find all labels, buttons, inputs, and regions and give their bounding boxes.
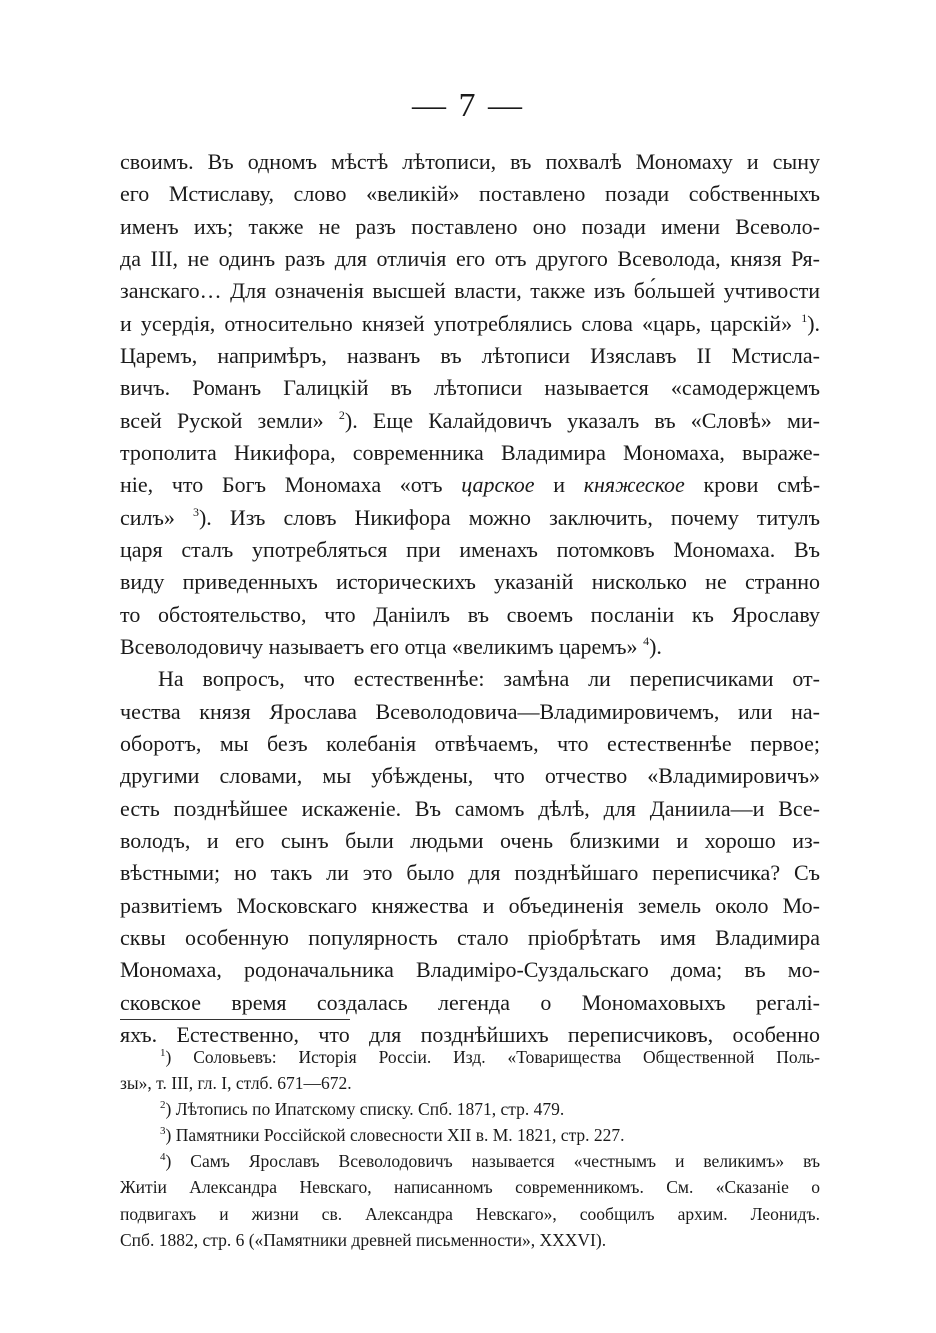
text-line: трополита Никифора, современника Владимира Мономаха, выраже- [120, 439, 820, 465]
footnote-line: зы», т. III, гл. I, стлб. 671—672. [120, 1073, 352, 1094]
footnote-divider [120, 1019, 350, 1020]
text-line [120, 308, 820, 340]
footnote-line [120, 1122, 820, 1148]
italic-word: княжеское [583, 472, 685, 498]
line-text: силъ» [120, 504, 175, 530]
text-line [120, 631, 820, 663]
text-line: своимъ. Въ одномъ мѣстѣ лѣтописи, въ похвалѣ Мономаху и сыну [120, 149, 820, 174]
footnote-line: Житiи Александра Невскаго, написанномъ современникомъ. См. «Сказанiе о [120, 1177, 820, 1198]
text-line: яхъ. Естественно, что для позднѣйшихъ переписчиковъ, особенно [120, 1021, 820, 1047]
line-text: ). [649, 633, 662, 659]
footnote-line [120, 1044, 820, 1070]
footnote-text: ) Лѣтопись по Ипатскому списку. Спб. 1871, стр. 479. [165, 1099, 565, 1120]
text-line: именъ ихъ; также не разъ поставлено оно позади имени Всеволо- [120, 213, 820, 239]
line-text: ). Еще Калайдовичъ указалъ въ «Словѣ» ми- [344, 407, 820, 433]
text-line: чества князя Ярослава Всеволодовича—Владимировичемъ, или на- [120, 698, 820, 724]
line-text: всей Руской земли» [120, 407, 324, 433]
text-line: царя сталъ употребляться при именахъ потомковъ Мономаха. Въ [120, 536, 820, 562]
line-text: и [553, 472, 565, 498]
line-text: Всеволодовичу называетъ его отца «великимъ царемъ» [120, 633, 638, 659]
line-text: ). Изъ словъ Никифора можно заключить, почему титулъ [198, 504, 820, 530]
italic-word: царское [461, 472, 535, 498]
footnote-text: ) Соловьевъ: Исторiя Россiи. Изд. «Товарищества Общественной Поль- [165, 1047, 820, 1067]
footnote-line [120, 1096, 820, 1122]
footnote-text: ) Памятники Россiйской словесности XII в. М. 1821, стр. 227. [165, 1125, 625, 1146]
footnote-number: 1 [160, 1047, 166, 1059]
text-line: На вопросъ, что естественнѣе: замѣна ли переписчиками от- [158, 666, 820, 692]
footnote-number: 4 [160, 1151, 166, 1164]
text-line [120, 502, 820, 534]
footnotes [120, 1044, 820, 1253]
line-text: крови смѣ- [703, 472, 820, 498]
page-number: — 7 — [412, 87, 524, 124]
text-line: вичъ. Романъ Галицкiй въ лѣтописи называется «самодержцемъ [120, 375, 820, 401]
line-text: и усердiя, относительно князей употреблялись слова «царь, царскiй» [120, 310, 793, 336]
text-line: его Мстиславу, слово «великiй» поставлено позади собственныхъ [120, 181, 820, 207]
text-line: оборотъ, мы безъ колебанiя отвѣчаемъ, что естественнѣе первое; [120, 730, 820, 756]
footnote-ref: 2 [338, 407, 345, 422]
footnote-ref: 1 [801, 310, 808, 325]
text-line: то обстоятельство, что Данiилъ въ своемъ посланiи къ Ярославу [120, 601, 820, 627]
text-line: сковское время создалась легенда о Мономаховыхъ регалi- [120, 989, 820, 1015]
text-line: виду приведенныхъ историческихъ указанiй нисколько не странно [120, 569, 820, 595]
text-line [120, 469, 820, 501]
footnote-line [120, 1148, 820, 1174]
footnote-number: 2 [160, 1099, 166, 1112]
text-line: есть позднѣйшее искаженiе. Въ самомъ дѣлѣ, для Даниила—и Все- [120, 795, 820, 821]
text-line: Мономаха, родоначальника Владимiро-Суздальскаго дома; въ мо- [120, 957, 820, 983]
footnote-ref: 3 [192, 504, 199, 519]
line-text: ). [807, 310, 820, 336]
line-text: нiе, что Богъ Мономаха «отъ [120, 472, 443, 498]
footnote-text: ) Самъ Ярославъ Всеволодовичъ называется «честнымъ и великимъ» въ [165, 1151, 820, 1172]
footnote-line: подвигахъ и жизни св. Александра Невскаго», сообщилъ архим. Леонидъ. [120, 1203, 820, 1224]
body-text [120, 146, 820, 1051]
text-line: другими словами, мы убѣждены, что отчество «Владимировичъ» [120, 763, 820, 789]
text-line: развитiемъ Московскаго княжества и объединенiя земель около Мо- [120, 892, 820, 918]
text-line: вѣстными; но такъ ли это было для позднѣйшаго переписчика? Съ [120, 860, 820, 886]
text-line: сквы особенную популярность стало прiобрѣтать имя Владимира [120, 924, 820, 950]
text-line: да III, не одинъ разъ для отличiя его отъ другого Всеволода, князя Ря- [120, 245, 820, 271]
footnote-number: 3 [160, 1125, 166, 1138]
text-line: володъ, и его сынъ были людьми очень близкими и хорошо из- [120, 827, 820, 853]
text-line [120, 405, 820, 437]
text-line: Царемъ, напримѣръ, названъ въ лѣтописи Изяславъ II Мстисла- [120, 342, 820, 368]
text-line: занскаго… Для означенiя высшей власти, также изъ бо́льшей учтивости [120, 278, 820, 304]
footnote-ref: 4 [643, 633, 650, 648]
footnote-line: Спб. 1882, стр. 6 («Памятники древней письменности», XXXVI). [120, 1229, 607, 1250]
